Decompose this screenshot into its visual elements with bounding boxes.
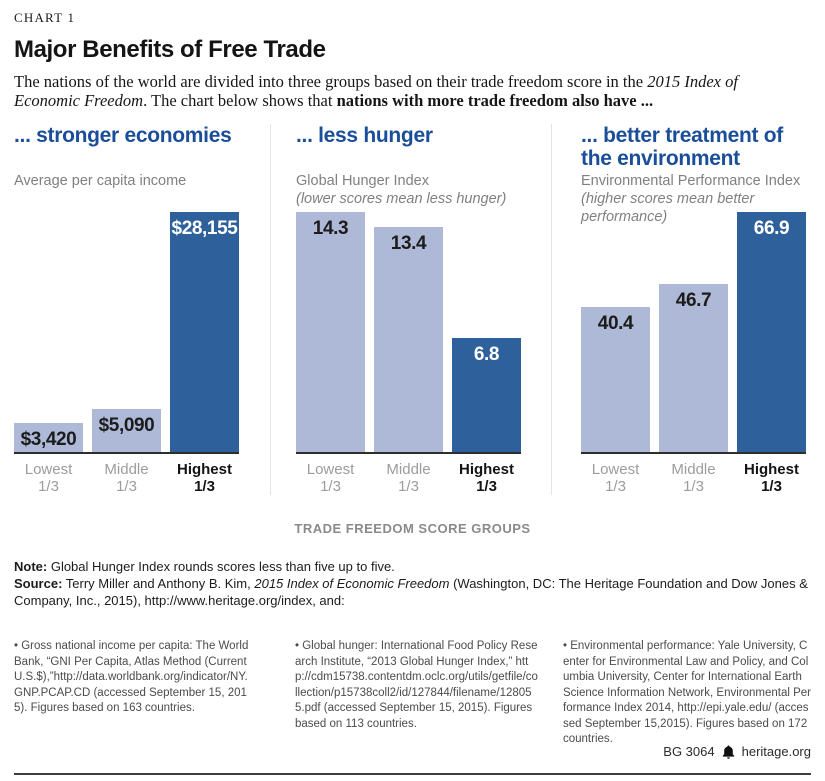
bar-value-label: 6.8 [473,344,500,365]
site-label: heritage.org [741,744,811,759]
bar-highest-1-3 [170,212,239,452]
plot-area [581,214,806,454]
bar-chart-income [14,214,239,495]
category-label: Middle 1/3 [386,461,431,495]
plot-area [296,214,521,454]
intro-text-2: . The chart below shows that [143,90,337,110]
bar-middle-1-3 [92,409,161,452]
panel-subtitle-note: (higher scores mean better performance) [581,191,755,225]
panel-less-hunger [270,124,551,495]
bar-value-label: 13.4 [390,233,427,254]
note-label: Note: [14,559,48,574]
category-label: Highest 1/3 [458,461,514,495]
panel-subtitle: Average per capita income [14,173,187,189]
bar-lowest-1-3 [296,212,365,452]
intro-text: The nations of the world are divided into three groups based on their trade freedom score in the [14,72,648,91]
note-text: Global Hunger Index rounds scores less than five up to five. [47,559,395,574]
panel-subtitle-note: (lower scores mean less hunger) [296,191,507,207]
plot-area [14,214,239,454]
bar-value-label: 40.4 [597,313,634,334]
bar-highest-1-3 [737,212,806,452]
source-italic-title: 2015 Index of Economic Freedom [254,576,450,591]
panel-title: ... less hunger [296,124,433,147]
panel-subtitle: Global Hunger Index [296,173,429,189]
source-line [14,575,811,609]
bottom-rule [14,773,811,775]
category-label: Lowest 1/3 [591,461,640,495]
category-label: Middle 1/3 [104,461,149,495]
bar-middle-1-3 [659,284,728,452]
heritage-bell-icon [722,745,735,759]
footer [663,744,811,759]
bar-value-label: 66.9 [753,218,790,239]
page-title: Major Benefits of Free Trade [14,36,326,63]
footnote-hunger: • Global hunger: International Food Policy Research Institute, “2013 Global Hunger Index,” http://cdm15738.contentdm.oclc.org/utils/getfile/collection/p15738coll2/id/127844/filename/128055.pdf (accessed September 15, 2015). Figures based on 113 countries. [295,640,538,730]
category-axis [581,454,806,495]
note-source-block [14,558,811,609]
footnote-columns [14,639,811,748]
intro-paragraph [14,73,794,110]
panel-header [14,124,270,214]
category-label: Highest 1/3 [743,461,799,495]
panel-header [581,124,811,225]
panel-title: ... better treatment of the environment [581,124,783,170]
bar-chart-environment [581,214,806,495]
category-axis [296,454,521,495]
source-label: Source: [14,576,63,591]
category-label: Lowest 1/3 [306,461,355,495]
footnote-environment: • Environmental performance: Yale University, Center for Environmental Law and Policy, and Columbia University, Center for International Earth Science Information Network, Environmental Performance Index 2014, http://epi.yale.edu/ (accessed September 15,2015). Figures based on 172 countries. [563,640,811,745]
footnote-income: • Gross national income per capita: The World Bank, “GNI Per Capita, Atlas Method (Current U.S.$),”http://data.worldbank.org/indicator/NY.GNP.PCAP.CD (accessed September 15, 2015). Figures based on 163 countries. [14,640,249,714]
panel-subtitle: Environmental Performance Index [581,173,801,189]
category-label: Middle 1/3 [671,461,716,495]
category-axis [14,454,239,495]
bar-value-label: 14.3 [312,218,349,239]
bar-value-label: 46.7 [675,290,712,311]
panel-stronger-economies [14,124,270,495]
shared-x-axis-caption: TRADE FREEDOM SCORE GROUPS [294,521,531,536]
document-id: BG 3064 [663,744,715,759]
note-line [14,558,811,575]
bar-value-label: $5,090 [98,415,155,436]
panel-environment [551,124,811,495]
category-label: Lowest 1/3 [24,461,73,495]
bar-chart-hunger [296,214,521,495]
intro-bold-text: nations with more trade freedom also have ... [336,90,654,110]
category-label: Highest 1/3 [176,461,232,495]
bar-highest-1-3 [452,338,521,452]
bar-value-label: $28,155 [171,218,238,239]
source-text-2: (Washington, DC: The Heritage Foundation and Dow Jones & Company, Inc., 2015), http://www.heritage.org/index, and: [14,576,808,608]
bar-lowest-1-3 [581,307,650,452]
chart-panels [14,124,811,495]
bar-middle-1-3 [374,227,443,452]
intro-italic-title: 2015 Index of Economic Freedom [14,72,738,110]
bar-lowest-1-3 [14,423,83,452]
panel-title: ... stronger economies [14,124,232,147]
panel-header [296,124,551,214]
chart-kicker: CHART 1 [14,10,76,25]
source-text: Terry Miller and Anthony B. Kim, [62,576,255,591]
bar-value-label: $3,420 [20,429,77,450]
